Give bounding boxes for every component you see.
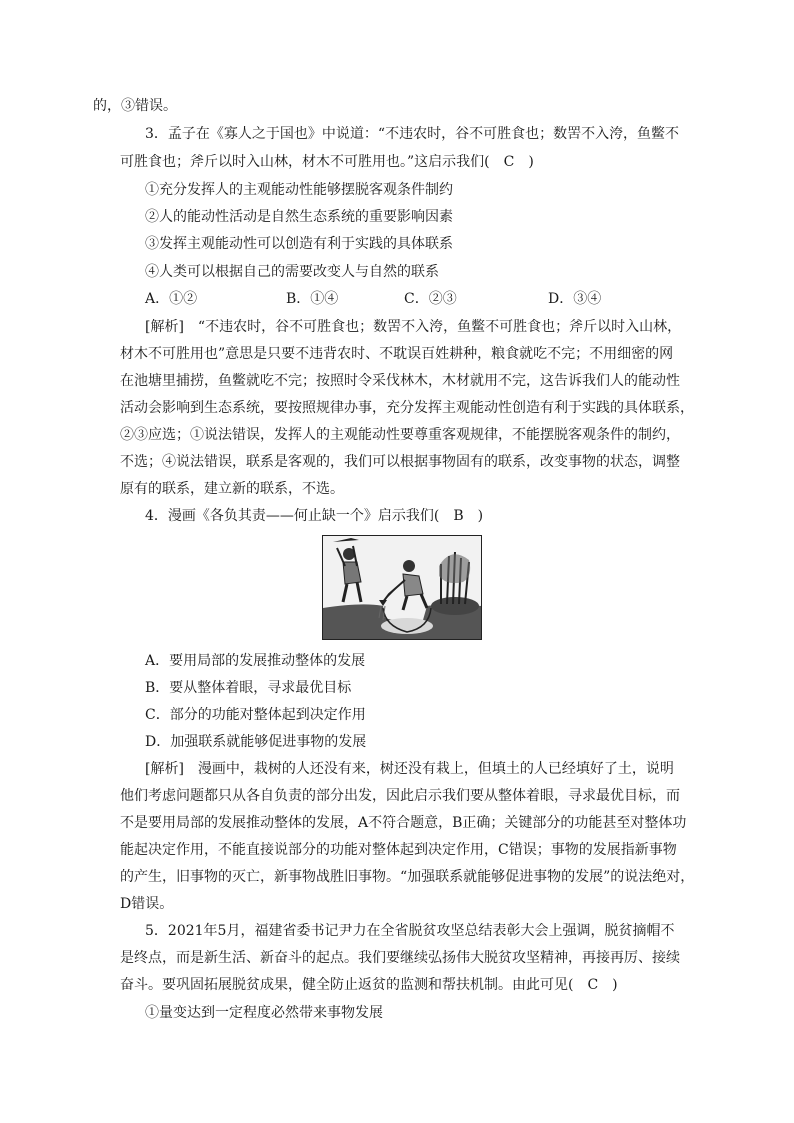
question-3-stem-cont: 可胜食也；斧斤以时入山林，材木不可胜用也。”这启示我们( C ): [120, 154, 534, 170]
question-4-option-d: D．加强联系就能够促进事物的发展: [145, 734, 367, 750]
question-3-option-4: ④人类可以根据自己的需要改变人与自然的联系: [145, 264, 439, 280]
question-3-explanation: 在池塘里捕捞，鱼鳖就吃不完；按照时令采伐林木，木材就用不完，这告诉我们人的能动性: [120, 373, 680, 389]
question-4-explanation: [解析] 漫画中，栽树的人还没有来，树还没有栽上，但填土的人已经填好了土，说明: [145, 761, 674, 777]
question-3-choice-a: A．①②: [145, 291, 198, 307]
question-3-explanation: ②③应选；①说法错误，发挥人的主观能动性要尊重客观规律，不能摆脱客观条件的制约，: [120, 427, 680, 443]
question-3-explanation: 活动会影响到生态系统，要按照规律办事，充分发挥主观能动性创造有利于实践的具体联系，: [120, 400, 694, 416]
question-3-explanation: [解析] “不违农时，谷不可胜食也；数罟不入洿，鱼鳖不可胜食也；斧斤以时入山林，: [145, 319, 682, 335]
question-4-option-c: C．部分的功能对整体起到决定作用: [145, 707, 366, 723]
question-4-explanation: 他们考虑问题都只从各自负责的部分出发，因此启示我们要从整体着眼，寻求最优目标，而: [120, 788, 680, 804]
question-3-choice-d: D．③④: [548, 291, 602, 307]
question-4-option-a: A．要用局部的发展推动整体的发展: [145, 653, 366, 669]
question-3-option-2: ②人的能动性活动是自然生态系统的重要影响因素: [145, 209, 453, 225]
question-4-explanation: 不是要用局部的发展推动整体的发展，A不符合题意，B正确；关键部分的功能甚至对整体功: [120, 815, 687, 831]
question-5-stem-cont: 是终点，而是新生活、新奋斗的起点。我们要继续弘扬伟大脱贫攻坚精神，再接再厉、接续: [120, 950, 680, 966]
question-4-explanation: D错误。: [120, 896, 174, 912]
question-5-stem: 5．2021年5月，福建省委书记尹力在全省脱贫攻坚总结表彰大会上强调，脱贫摘帽不: [145, 923, 675, 939]
cartoon-image: [322, 535, 482, 640]
question-3-explanation: 不选；④说法错误，联系是客观的，我们可以根据事物固有的联系，改变事物的状态，调整: [120, 454, 680, 470]
question-3-choice-c: C．②③: [404, 291, 457, 307]
question-3-choice-b: B．①④: [286, 291, 339, 307]
question-3-stem: 3．孟子在《寡人之于国也》中说道：“不违农时，谷不可胜食也；数罟不入洿，鱼鳖不: [145, 126, 680, 142]
question-4-stem: 4．漫画《各负其责——何止缺一个》启示我们( B ): [145, 508, 484, 524]
question-4-option-b: B．要从整体着眼，寻求最优目标: [145, 680, 352, 696]
question-5-stem-cont: 奋斗。要巩固拓展脱贫成果，健全防止返贫的监测和帮扶机制。由此可见( C ): [120, 977, 618, 993]
question-4-explanation: 能起决定作用，不能直接说部分的功能对整体起到决定作用，C错误；事物的发展指新事物: [120, 842, 677, 858]
question-4-explanation: 的产生，旧事物的灭亡，新事物战胜旧事物。“加强联系就能够促进事物的发展”的说法绝对，: [120, 869, 695, 885]
text-line: 的，③错误。: [93, 98, 177, 114]
question-3-option-1: ①充分发挥人的主观能动性能够摆脱客观条件制约: [145, 182, 453, 198]
question-3-explanation: 原有的联系，建立新的联系，不选。: [120, 481, 344, 497]
question-5-option-1: ①量变达到一定程度必然带来事物发展: [145, 1005, 383, 1021]
question-3-explanation: 材木不可胜用也”意思是只要不违背农时、不耽误百姓耕种，粮食就吃不完；不用细密的网: [120, 346, 674, 362]
question-3-option-3: ③发挥主观能动性可以创造有利于实践的具体联系: [145, 236, 453, 252]
